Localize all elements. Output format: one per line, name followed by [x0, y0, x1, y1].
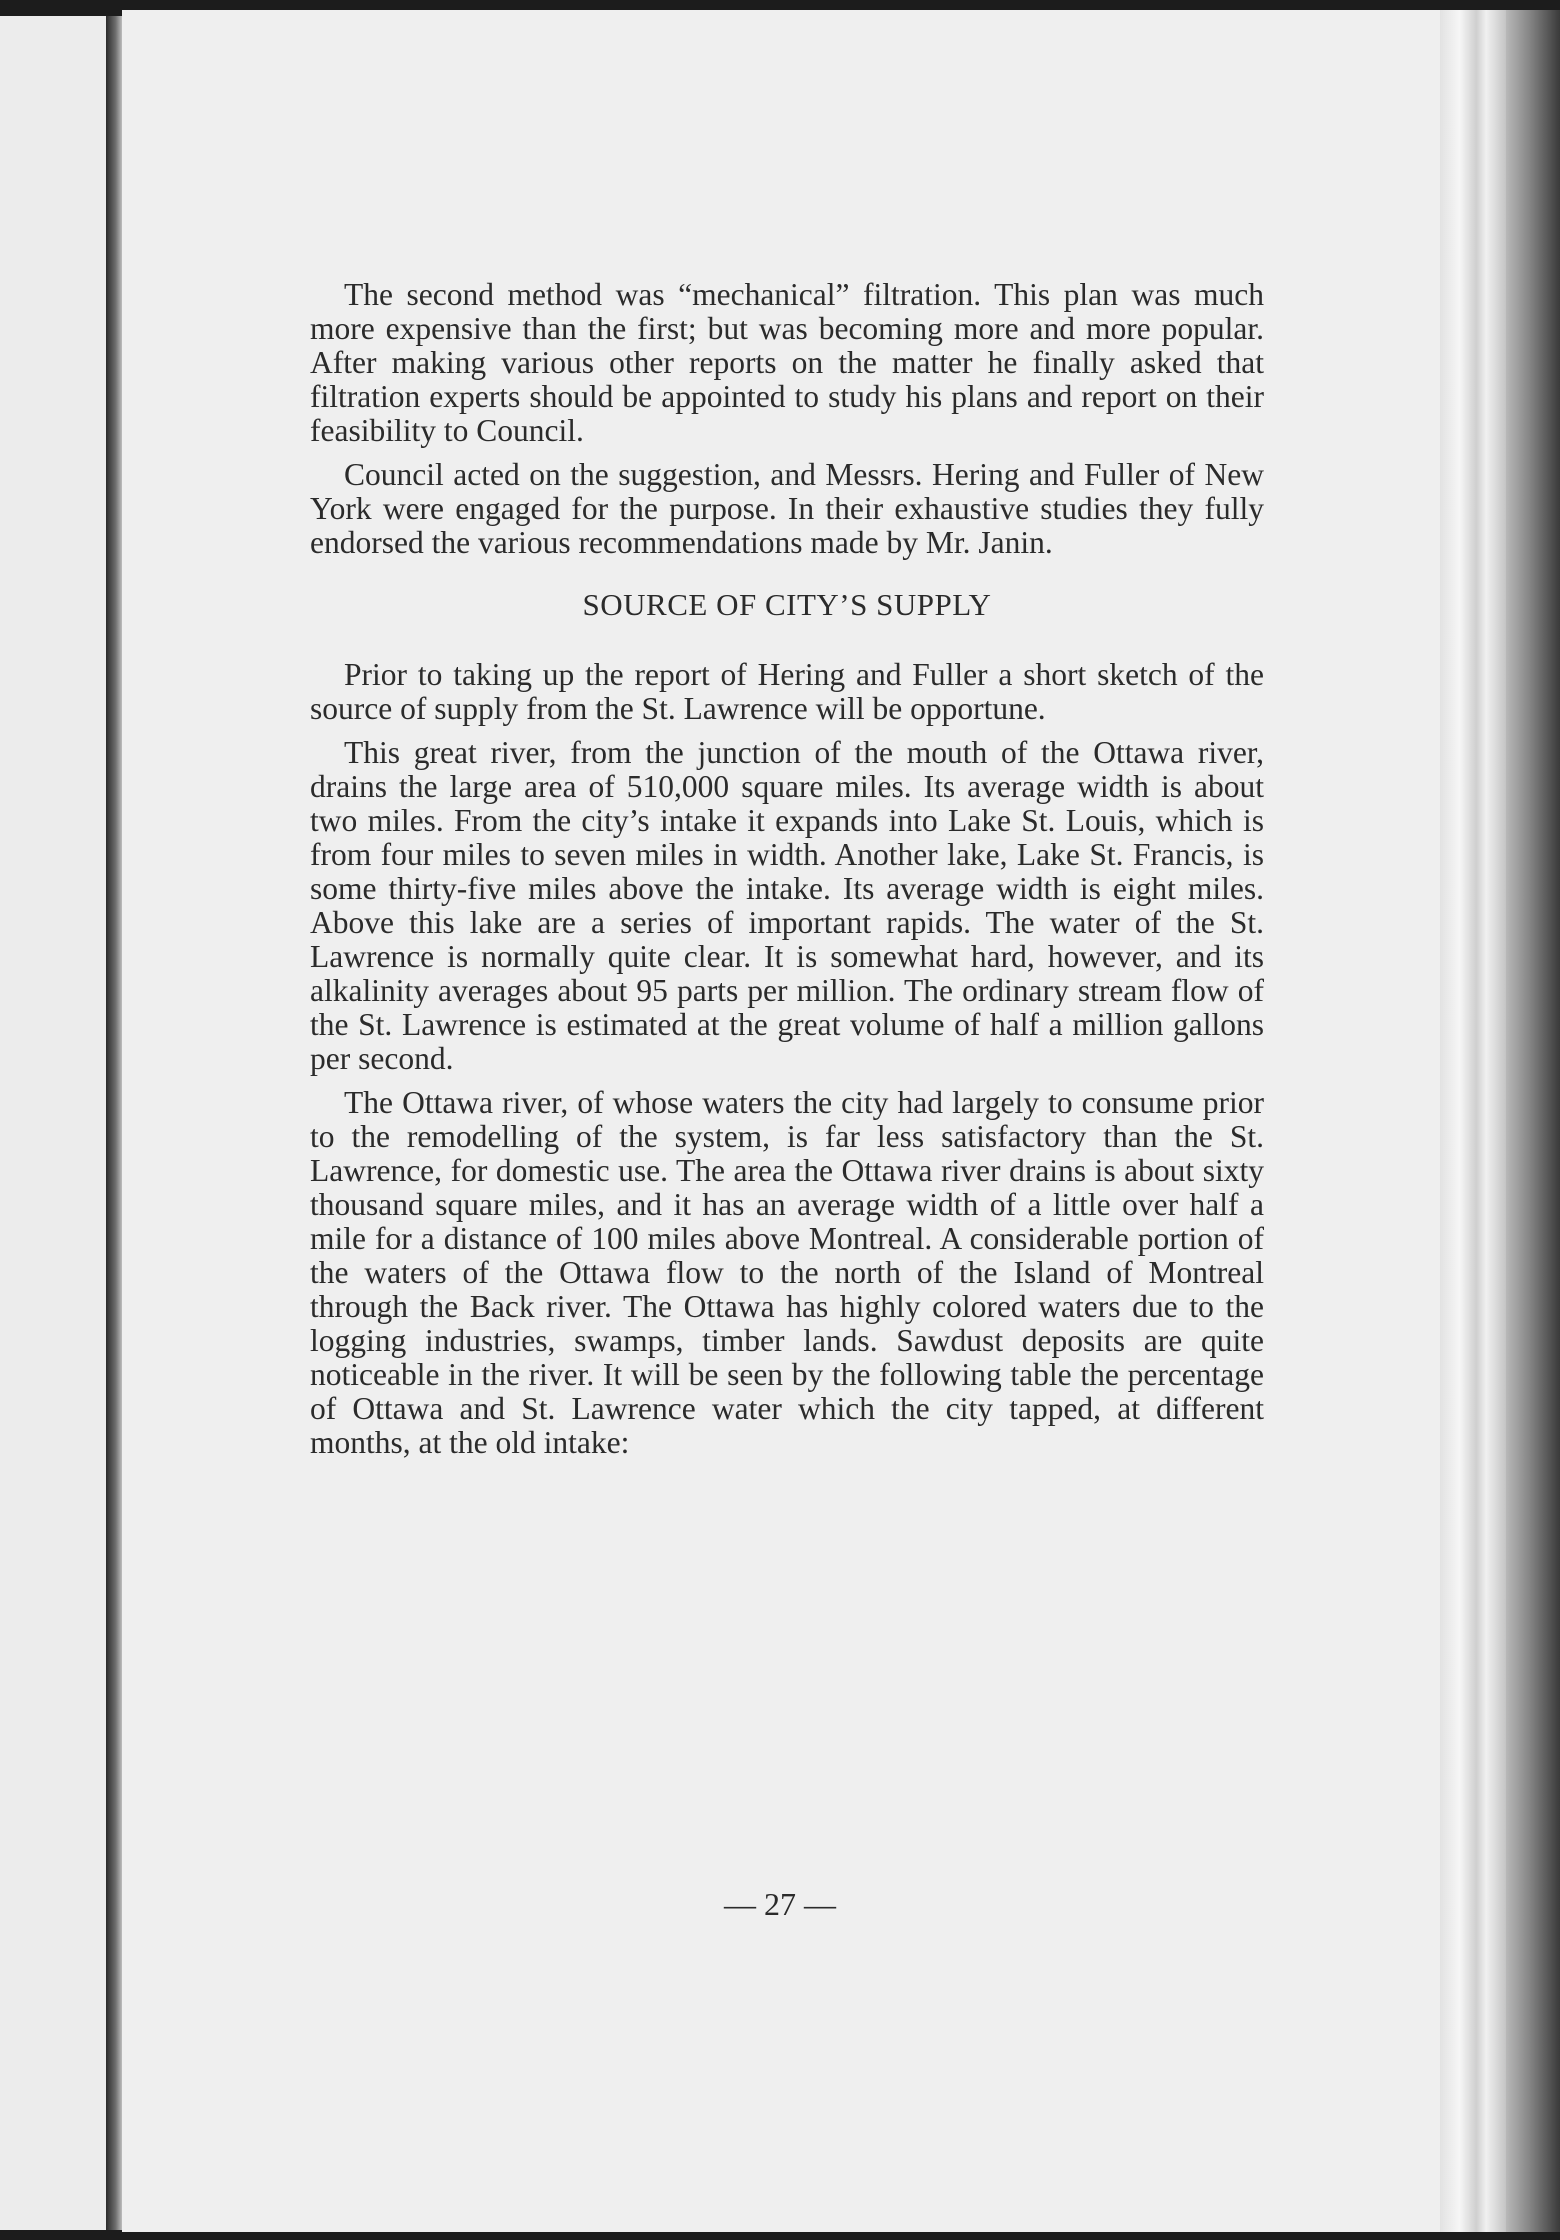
paragraph-prior-to-report: Prior to taking up the report of Hering and Fuller a short sketch of the source of supply from the St. Lawrence will be opportune. [310, 657, 1264, 726]
paragraph-ottawa-river: The Ottawa river, of whose waters the city had largely to consume prior to the remodelling of the system, is far less satisfactory than the St. Lawrence, for domestic use. The area the Ottawa river drains is about sixty thousand square miles, and it has an average width of a little over half a mile for a distance of 100 miles above Montreal. A considerable portion of the waters of the Ottawa flow to the north of the Island of Montreal through the Back river. The Ottawa has highly colored waters due to the logging industries, swamps, timber lands. Sawdust deposits are quite noticeable in the river. It will be seen by the following table the percentage of Ottawa and St. Lawrence water which the city tapped, at different months, at the old intake: [310, 1085, 1264, 1460]
page-body [310, 278, 1264, 1470]
page-number: — 27 — [724, 1886, 836, 1922]
section-heading: SOURCE OF CITY’S SUPPLY [582, 587, 992, 622]
paragraph-mechanical-filtration: The second method was “mechanical” filtration. This plan was much more expensive than the first; but was becoming more and more popular. After making various other reports on the matter he finally asked that filtration experts should be appointed to study his plans and report on their feasibility to Council. [310, 277, 1264, 448]
paragraph-great-river: This great river, from the junction of the mouth of the Ottawa river, drains the large area of 510,000 square miles. Its average width is about two miles. From the city’s intake it expands into Lake St. Louis, which is from four miles to seven miles in width. Another lake, Lake St. Francis, is some thirty-five miles above the intake. Its average width is eight miles. Above this lake are a series of important rapids. The water of the St. Lawrence is normally quite clear. It is somewhat hard, however, and its alkalinity averages about 95 parts per million. The ordinary stream flow of the St. Lawrence is estimated at the great volume of half a million gallons per second. [310, 735, 1264, 1076]
paragraph-council-acted: Council acted on the suggestion, and Messrs. Hering and Fuller of New York were engaged for the purpose. In their exhaustive studies they fully endorsed the various recommendations made by Mr. Janin. [310, 457, 1264, 560]
